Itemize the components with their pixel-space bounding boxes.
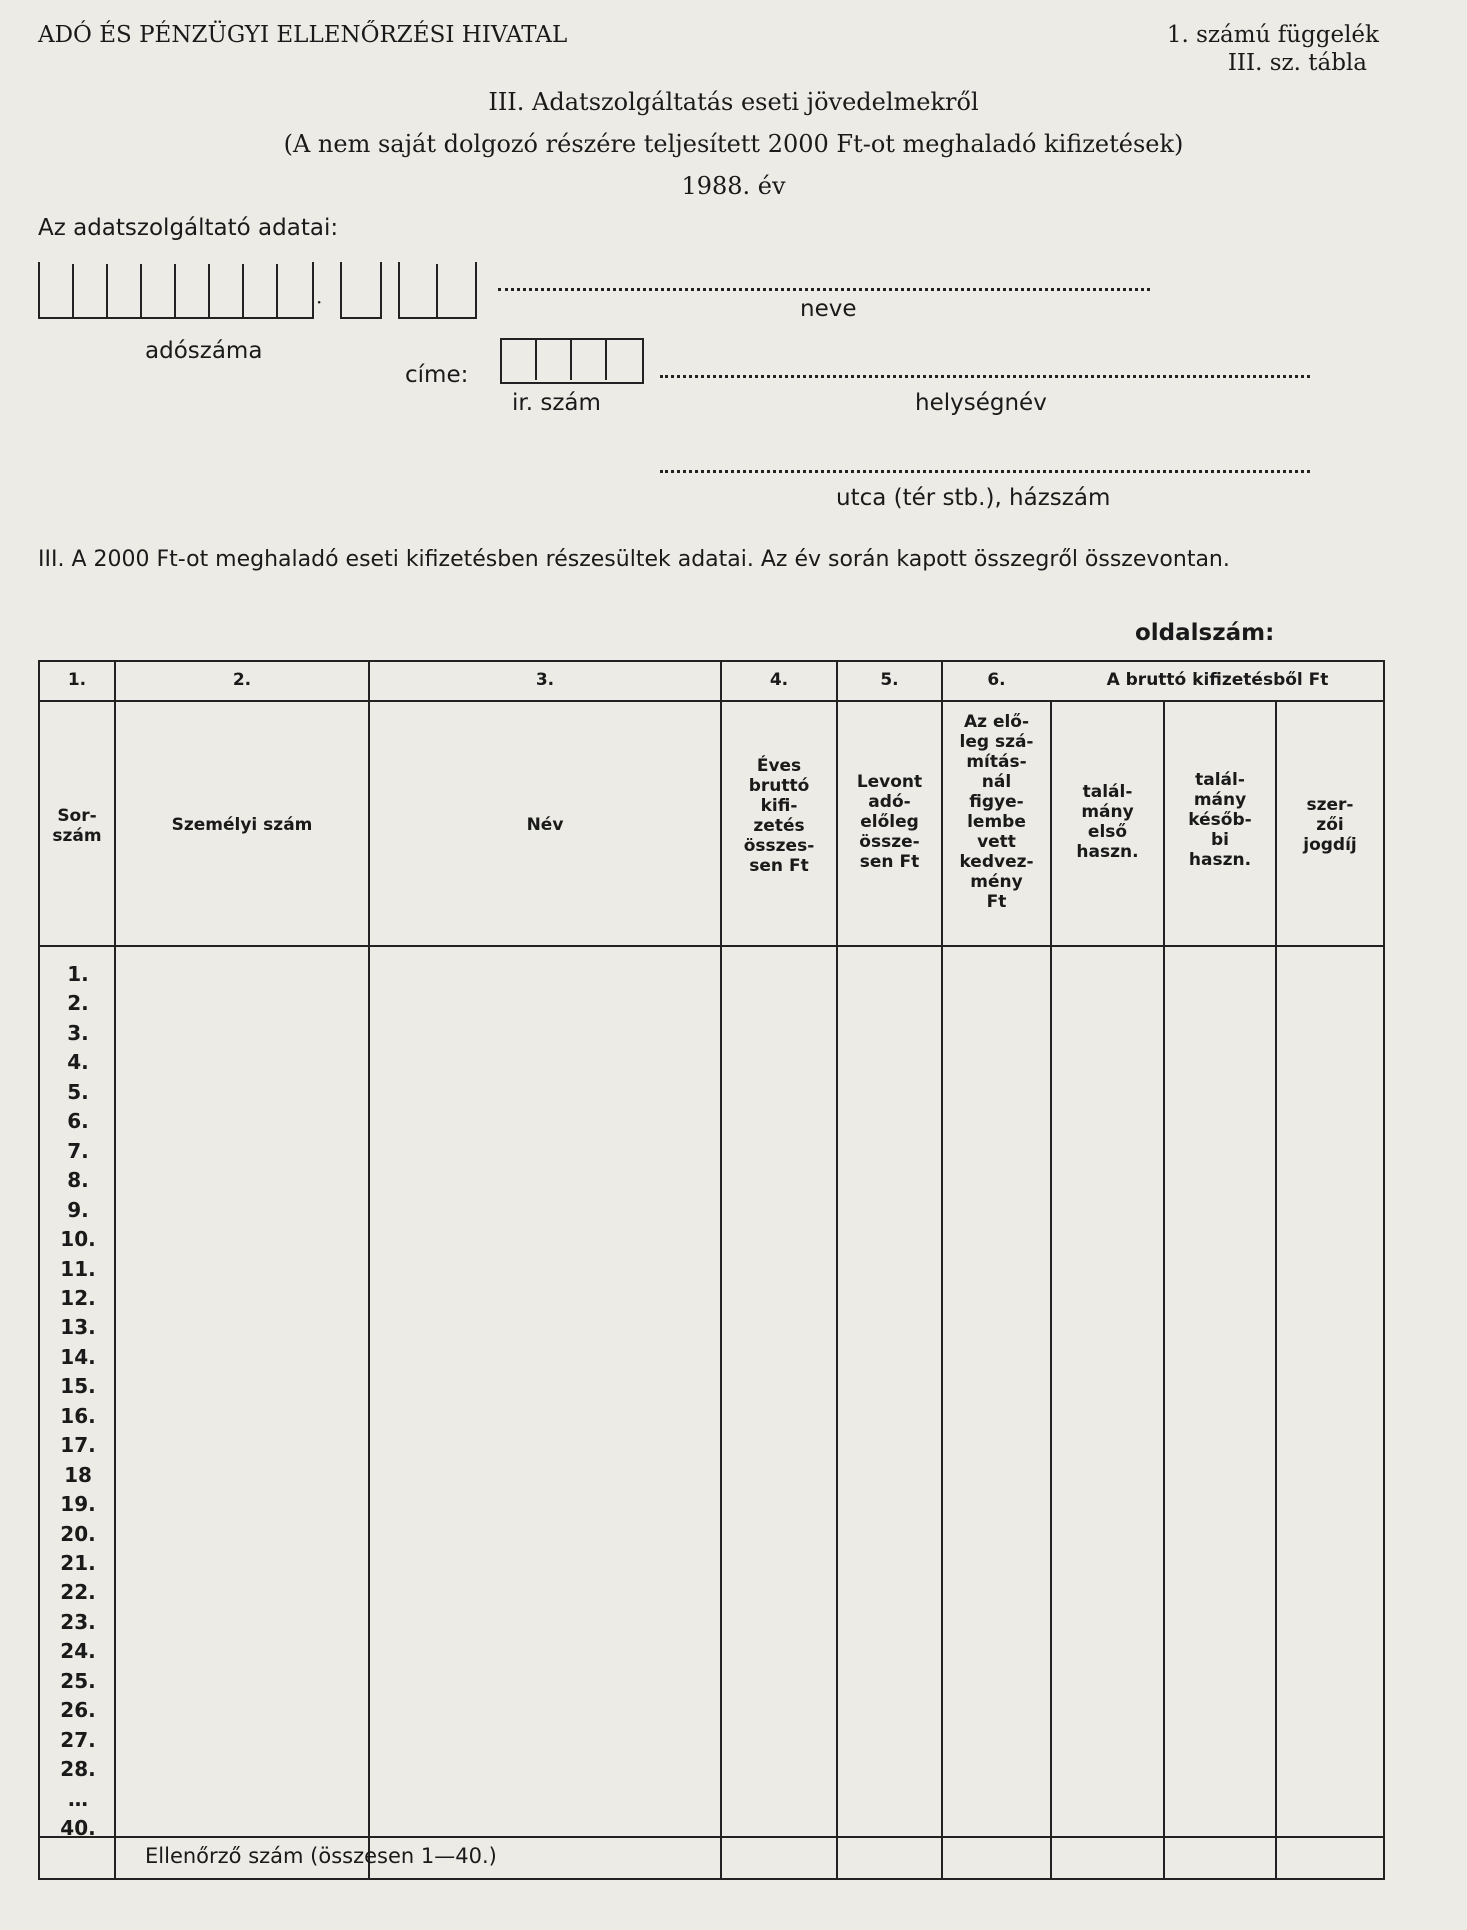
appendix-label: 1. számú függelék xyxy=(1166,22,1379,48)
checksum-label: Ellenőrző szám (összesen 1—40.) xyxy=(145,1844,497,1868)
row-number: 28. xyxy=(60,1757,96,1782)
row-number: 2. xyxy=(67,991,89,1016)
row-number: 16. xyxy=(60,1403,96,1428)
row-number: 18 xyxy=(64,1462,92,1487)
row-number: 3. xyxy=(67,1020,89,1045)
row-number: 40. xyxy=(60,1816,96,1841)
city-label: helységnév xyxy=(915,390,1047,416)
row-number: 6. xyxy=(67,1109,89,1134)
row-number: 1. xyxy=(67,962,89,986)
row-number: 24. xyxy=(60,1639,96,1664)
city-field[interactable] xyxy=(660,375,1310,378)
street-field[interactable] xyxy=(660,470,1310,473)
address-label: címe: xyxy=(405,362,469,388)
form-subtitle: (A nem saját dolgozó részére teljesített 2000 Ft-ot meghaladó kifizetések) xyxy=(283,130,1184,158)
header-allowance: Az elő- leg szá- mítás- nál figye- lembe vett kedvez- mény Ft xyxy=(959,712,1034,913)
header-annual-gross: Éves bruttó kifi- zetés összes- sen Ft xyxy=(743,756,815,877)
column-number-5: 5. xyxy=(880,670,899,690)
row-number: 20. xyxy=(60,1521,96,1546)
name-field[interactable] xyxy=(498,288,1150,291)
row-number: 17. xyxy=(60,1433,96,1458)
column-number-4: 4. xyxy=(769,670,789,690)
agency-name: ADÓ ÉS PÉNZÜGYI ELLENŐRZÉSI HIVATAL xyxy=(38,22,568,48)
row-number: 4. xyxy=(67,1050,89,1075)
zip-code-label: ir. szám xyxy=(512,390,601,416)
header-royalty: szer- zői jogdíj xyxy=(1303,795,1357,856)
row-number: 12. xyxy=(60,1285,96,1310)
row-number: 21. xyxy=(60,1551,96,1575)
column-number-3: 3. xyxy=(535,670,555,690)
table-reference: III. sz. tábla xyxy=(1227,50,1367,76)
row-number: 10. xyxy=(60,1227,96,1252)
page-number-label: oldalszám: xyxy=(1135,620,1275,646)
tax-number-label: adószáma xyxy=(145,338,263,364)
gross-payment-group-header: A bruttó kifizetésből Ft xyxy=(1106,670,1329,690)
name-label: neve xyxy=(800,296,857,322)
row-number: 5. xyxy=(67,1079,89,1104)
row-number: 7. xyxy=(67,1138,89,1163)
row-number: 25. xyxy=(60,1668,96,1693)
row-number: … xyxy=(68,1786,88,1811)
form-title: III. Adatszolgáltatás eseti jövedelmekről xyxy=(488,88,979,116)
row-number: 23. xyxy=(60,1609,96,1634)
form-year: 1988. év xyxy=(681,172,786,200)
street-label: utca (tér stb.), házszám xyxy=(836,485,1111,511)
provider-section-label: Az adatszolgáltató adatai: xyxy=(38,215,339,241)
header-withheld-advance: Levont adó- előleg össze- sen Ft xyxy=(856,772,923,873)
row-number: 9. xyxy=(67,1197,89,1222)
row-number: 19. xyxy=(60,1492,96,1517)
header-personal-id: Személyi szám xyxy=(171,815,313,835)
row-number: 13. xyxy=(60,1315,96,1340)
row-number: 15. xyxy=(60,1374,96,1399)
row-number: 26. xyxy=(60,1698,96,1723)
column-number-1: 1. xyxy=(67,670,87,690)
row-number: 14. xyxy=(60,1344,96,1369)
header-row-number: Sor- szám xyxy=(52,806,102,847)
row-number: 8. xyxy=(67,1168,89,1193)
section-description: III. A 2000 Ft-ot meghaladó eseti kifizetésben részesültek adatai. Az év során kapott összegről összevontan. xyxy=(38,547,1230,572)
row-number: 11. xyxy=(60,1256,96,1281)
row-number: 22. xyxy=(60,1580,96,1605)
header-invention-first-use: talál- mány első haszn. xyxy=(1076,782,1139,863)
header-invention-later-use: talál- mány későb- bi haszn. xyxy=(1188,770,1252,871)
column-number-2: 2. xyxy=(232,670,252,690)
header-name: Név xyxy=(526,815,564,835)
column-number-6: 6. xyxy=(987,670,1006,690)
row-number: 27. xyxy=(60,1727,96,1752)
